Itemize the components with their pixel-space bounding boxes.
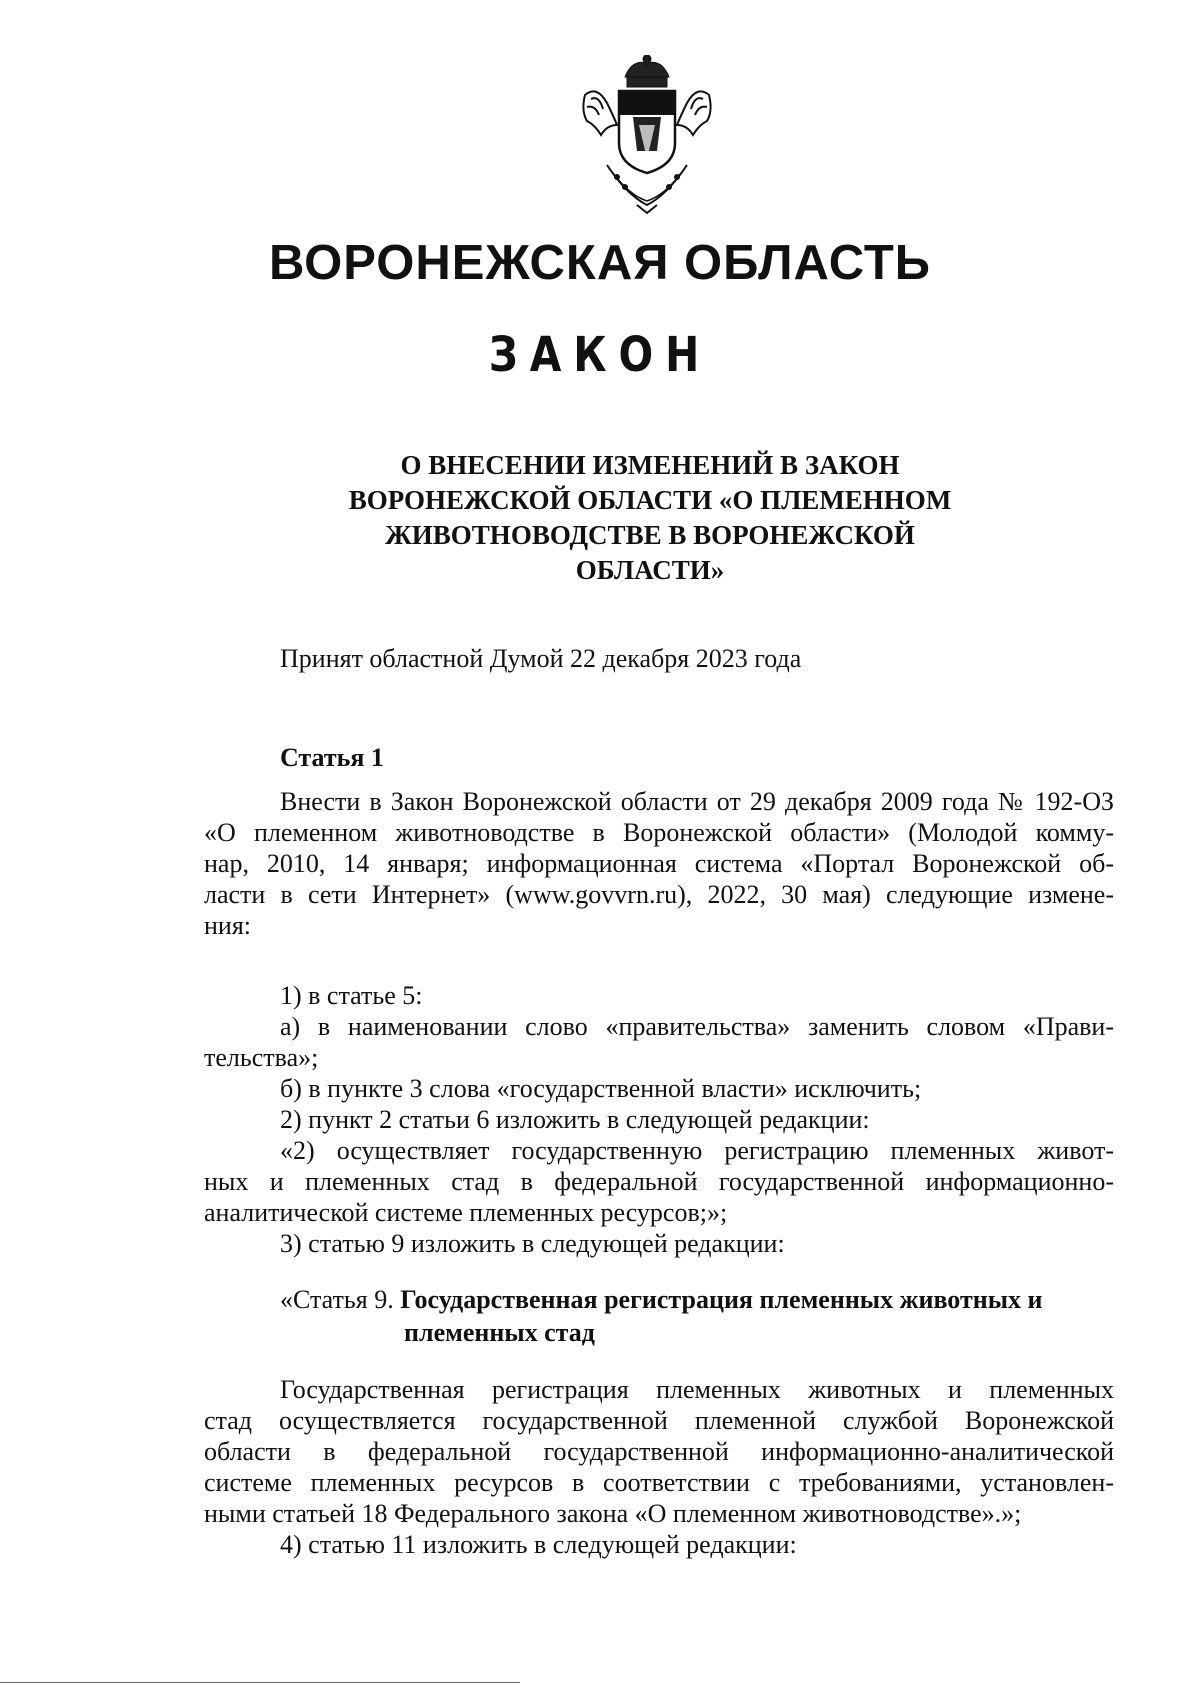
paragraph-line: Внести в Закон Воронежской области от 29 декабря 2009 года № 192-ОЗ bbox=[280, 787, 1114, 816]
paragraph-line: нар, 2010, 14 января; информационная система «Портал Воронежской об- bbox=[204, 849, 1114, 878]
article-9-heading bbox=[280, 1283, 1043, 1349]
article-9-title-cont: племенных стад bbox=[404, 1318, 595, 1347]
paragraph-line: а) в наименовании слово «правительства» заменить словом «Прави- bbox=[280, 1012, 1114, 1041]
document-type-heading: ЗАКОН bbox=[488, 327, 712, 383]
paragraph-line: области в федеральной государственной информационно-аналитической bbox=[204, 1437, 1114, 1466]
paragraph-line: 2) пункт 2 статьи 6 изложить в следующей редакции: bbox=[280, 1105, 870, 1134]
paragraph-line: стад осуществляется государственной племенной службой Воронежской bbox=[204, 1406, 1114, 1435]
article-9-body bbox=[204, 1374, 1114, 1560]
region-heading: ВОРОНЕЖСКАЯ ОБЛАСТЬ bbox=[268, 236, 932, 290]
paragraph-line: 1) в статье 5: bbox=[280, 981, 423, 1010]
paragraph-line: 4) статью 11 изложить в следующей редакции: bbox=[280, 1530, 797, 1559]
paragraph-line: Государственная регистрация племенных животных и племенных bbox=[280, 1375, 1114, 1404]
article-9-prefix: «Статья 9. bbox=[280, 1285, 394, 1314]
coat-of-arms-emblem bbox=[577, 55, 717, 215]
paragraph-line: 3) статью 9 изложить в следующей редакции: bbox=[280, 1229, 785, 1258]
law-title-line: О ВНЕСЕНИИ ИЗМЕНЕНИЙ В ЗАКОН bbox=[400, 450, 900, 480]
paragraph-line: ния: bbox=[204, 911, 252, 940]
page-bottom-rule bbox=[0, 1682, 520, 1683]
article-1-heading: Статья 1 bbox=[280, 743, 384, 772]
paragraph-line: ласти в сети Интернет» (www.govvrn.ru), 2022, 30 мая) следующие измене- bbox=[204, 880, 1114, 909]
paragraph-line: ными статьей 18 Федерального закона «О племенном животноводстве».»; bbox=[204, 1499, 1022, 1528]
paragraph-line: тельства»; bbox=[204, 1043, 319, 1072]
law-title-line: ЖИВОТНОВОДСТВЕ В ВОРОНЕЖСКОЙ bbox=[385, 520, 915, 550]
paragraph-line: аналитической системе племенных ресурсов;»; bbox=[204, 1198, 728, 1227]
law-title-line: ВОРОНЕЖСКОЙ ОБЛАСТИ «О ПЛЕМЕННОМ bbox=[348, 485, 952, 515]
adoption-statement: Принят областной Думой 22 декабря 2023 года bbox=[280, 644, 802, 673]
paragraph-line: б) в пункте 3 слова «государственной власти» исключить; bbox=[280, 1074, 922, 1103]
paragraph-line: системе племенных ресурсов в соответствии с требованиями, установлен- bbox=[204, 1468, 1114, 1497]
article-1-intro bbox=[204, 786, 1114, 941]
paragraph-line: ных и племенных стад в федеральной государственной информационно- bbox=[204, 1167, 1114, 1196]
article-1-items bbox=[204, 980, 1114, 1259]
paragraph-line: «2) осуществляет государственную регистрацию племенных живот- bbox=[280, 1136, 1114, 1165]
law-title bbox=[340, 448, 960, 588]
paragraph-line: «О племенном животноводстве в Воронежской области» (Молодой комму- bbox=[204, 818, 1114, 847]
article-9-title: Государственная регистрация племенных животных и bbox=[400, 1285, 1043, 1314]
law-title-line: ОБЛАСТИ» bbox=[575, 555, 725, 585]
